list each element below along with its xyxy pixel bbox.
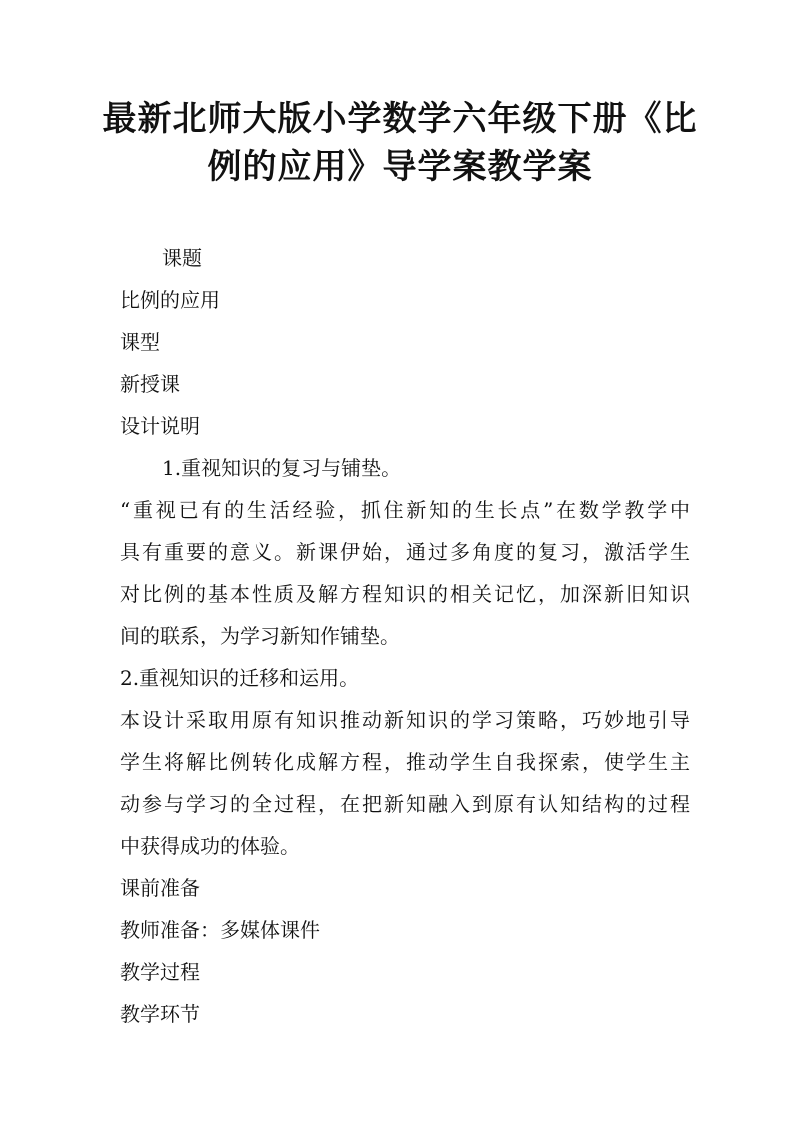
paragraph-line: 间的联系，为学习新知作铺垫。 (120, 624, 400, 648)
label-topic: 课题 (162, 246, 202, 270)
paragraph-line: 学生将解比例转化成解方程，推动学生自我探索，使学生主 (120, 750, 690, 774)
label-design-notes: 设计说明 (120, 414, 200, 438)
paragraph-line: 中获得成功的体验。 (120, 834, 300, 858)
paragraph-line: “重视已有的生活经验，抓住新知的生长点”在数学教学中 (120, 498, 690, 522)
paragraph-line: 本设计采取用原有知识推动新知识的学习策略，巧妙地引导 (120, 708, 690, 732)
label-teaching-process: 教学过程 (120, 960, 200, 984)
paragraph-line: 对比例的基本性质及解方程知识的相关记忆，加深新旧知识 (120, 582, 690, 606)
paragraph-line: 动参与学习的全过程，在把新知融入到原有认知结构的过程 (120, 792, 690, 816)
value-preparation: 教师准备：多媒体课件 (120, 918, 320, 942)
document-title-line-1: 最新北师大版小学数学六年级下册《比 (102, 99, 698, 139)
paragraph-line: 具有重要的意义。新课伊始，通过多角度的复习，激活学生 (120, 540, 690, 564)
value-topic: 比例的应用 (120, 288, 220, 312)
label-lesson-type: 课型 (120, 330, 160, 354)
design-point-2-heading: 2.重视知识的迁移和运用。 (120, 666, 360, 690)
value-lesson-type: 新授课 (120, 372, 180, 396)
label-teaching-steps: 教学环节 (120, 1002, 200, 1026)
document-title-line-2: 例的应用》导学案教学案 (207, 147, 593, 187)
label-preparation: 课前准备 (120, 876, 200, 900)
design-point-1-heading: 1.重视知识的复习与铺垫。 (162, 456, 402, 480)
